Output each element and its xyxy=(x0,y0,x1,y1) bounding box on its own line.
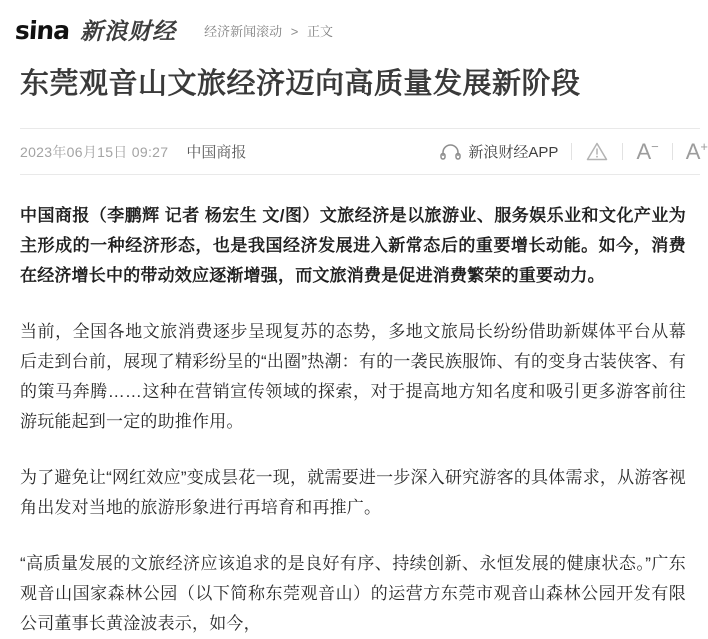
sina-logo-text: sina xyxy=(14,16,71,45)
font-increase-letter: A xyxy=(685,138,701,164)
breadcrumb-current: 正文 xyxy=(306,24,333,39)
article-paragraph: 当前，全国各地文旅消费逐步呈现复苏的态势，多地文旅局长纷纷借助新媒体平台从幕后走到台前，展现了精彩纷呈的“出圈”热潮：有的一袭民族服饰、有的变身古装侠客、有的策马奔腾……这种在营销宣传领域的探索，对于提高地方知名度和吸引更多游客前往游玩能起到一定的助推作用。 xyxy=(20,322,686,431)
breadcrumb-channel-link[interactable]: 经济新闻滚动 xyxy=(204,24,283,39)
meta-left xyxy=(20,141,246,162)
headphone-icon xyxy=(440,142,461,161)
breadcrumb xyxy=(204,22,333,44)
app-label: 新浪财经APP xyxy=(468,144,559,161)
toolbar-divider xyxy=(571,143,572,160)
toolbar-divider xyxy=(672,143,673,160)
publish-date: 2023年06月15日 09:27 xyxy=(20,144,169,160)
sina-finance-logo[interactable] xyxy=(15,18,176,44)
font-increase-button[interactable] xyxy=(685,138,708,164)
sina-finance-app-button[interactable] xyxy=(440,141,558,162)
sina-eye-icon xyxy=(21,0,37,4)
article-body xyxy=(0,175,700,639)
plus-sign: + xyxy=(700,138,708,154)
article-meta-bar xyxy=(20,128,708,175)
article-paragraph: “高质量发展的文旅经济应该追求的是良好有序、持续创新、永恒发展的健康状态。”广东观音山国家森林公园（以下简称东莞观音山）的运营方东莞市观音山森林公园开发有限公司董事长黄淦波表示，如今， xyxy=(20,554,686,633)
breadcrumb-separator: > xyxy=(290,24,299,39)
toolbar-divider xyxy=(622,143,623,160)
article-title: 东莞观音山文旅经济迈向高质量发展新阶段 xyxy=(20,68,581,100)
sina-finance-wordmark: 新浪财经 xyxy=(80,18,177,44)
site-header xyxy=(0,0,700,44)
warning-triangle-icon xyxy=(585,141,609,162)
meta-toolbar xyxy=(440,138,708,164)
minus-sign: − xyxy=(651,138,659,154)
article-paragraph: 中国商报（李鹏辉 记者 杨宏生 文/图）文旅经济是以旅游业、服务娱乐业和文化产业为主形成的一种经济形态，也是我国经济发展进入新常态后的重要增长动能。如今，消费在经济增长中的带动效应逐渐增强，而文旅消费是促进消费繁荣的重要动力。 xyxy=(20,206,686,285)
source-link[interactable]: 中国商报 xyxy=(186,144,247,161)
article-paragraph: 为了避免让“网红效应”变成昙花一现，就需要进一步深入研究游客的具体需求，从游客视角出发对当地的旅游形象进行再培育和再推广。 xyxy=(20,468,686,517)
font-decrease-letter: A xyxy=(636,138,652,164)
report-error-button[interactable] xyxy=(585,141,609,162)
font-decrease-button[interactable] xyxy=(636,138,659,164)
